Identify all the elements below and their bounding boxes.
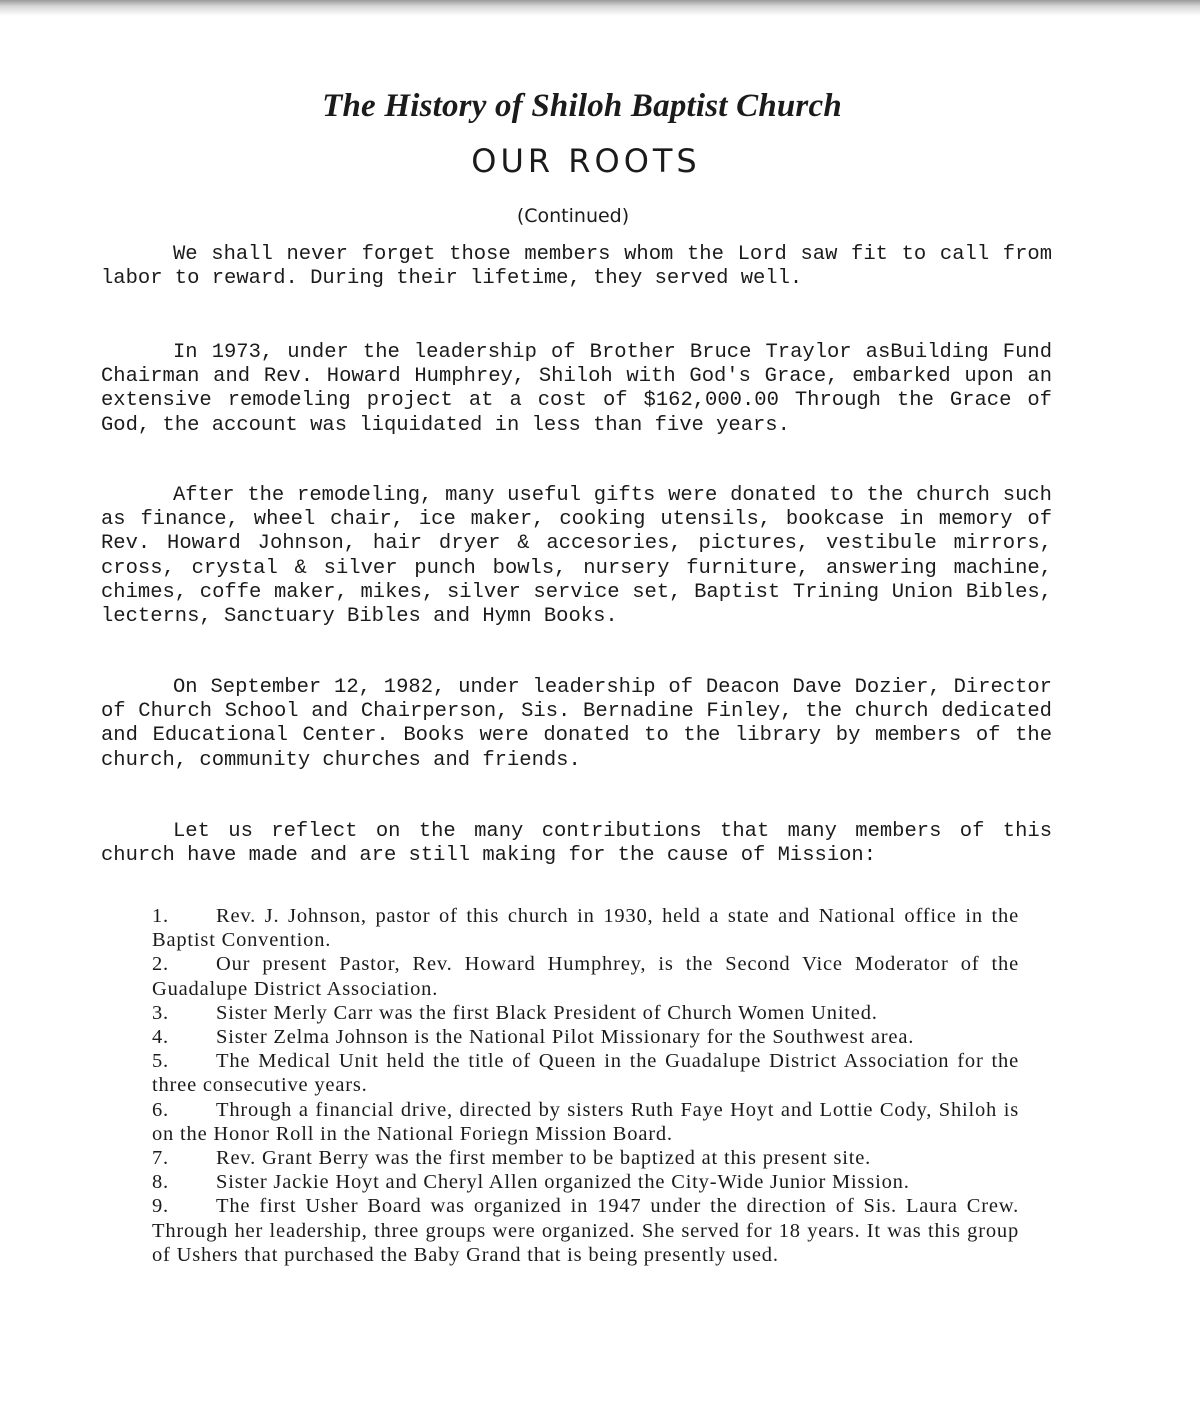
list-item [152,952,1019,1000]
list-item-number: 4. [152,1026,169,1049]
list-item-text: Rev. J. Johnson, pastor of this church in 1930, held a state and National office in the Baptist Convention. [152,905,1019,952]
list-item [152,1001,1019,1025]
list-item [152,1146,1019,1170]
list-item [152,1170,1019,1194]
list-item [152,1049,1019,1097]
list-item-number: 8. [152,1171,169,1194]
list-item [152,1025,1019,1049]
list-item-text: Through a financial drive, directed by sisters Ruth Faye Hoyt and Lottie Cody, Shiloh is on the Honor Roll in the National Foriegn Mission Board. [152,1098,1019,1145]
list-item-text: Sister Zelma Johnson is the National Pilot Missionary for the Southwest area. [216,1026,915,1049]
list-item-text: Rev. Grant Berry was the first member to be baptized at this present site. [216,1147,872,1170]
list-item-number: 2. [152,953,169,976]
list-item-number: 3. [152,1001,169,1024]
contributions-list [152,904,1019,1267]
paragraph-gifts: After the remodeling, many useful gifts were donated to the church such as finance, wheel chair, ice maker, cooking utensils, bookcase in memory of Rev. Howard Johnson, hair dryer & accesories, pictures, vestibule mirrors, cross, crystal & silver punch bowls, nursery furniture, answering machine, chimes, coffe maker, mikes, silver service set, Baptist Trining Union Bibles, lecterns, Sanctuary Bibles and Hymn Books. [101,484,1052,629]
list-item [152,1098,1019,1146]
list-item-number: 1. [152,905,169,927]
list-item [152,904,1019,952]
list-item-number: 7. [152,1147,169,1170]
list-item-text: The Medical Unit held the title of Queen in the Guadalupe District Association for the three consecutive years. [152,1050,1019,1097]
list-item-text: Our present Pastor, Rev. Howard Humphrey, is the Second Vice Moderator of the Guadalupe District Association. [152,953,1019,1000]
paragraph-contributions: Let us reflect on the many contributions that many members of this church have made and are still making for the cause of Mission: [101,820,1052,868]
continued-label: (Continued) [516,205,630,227]
document-subtitle: OUR ROOTS [471,142,701,180]
paragraph-educational-center: On September 12, 1982, under leadership of Deacon Dave Dozier, Director of Church School and Chairperson, Sis. Bernadine Finley, the church dedicated and Educational Center. Books were donated to the library by members of the church, community churches and friends. [101,676,1052,772]
list-item-number: 5. [152,1050,169,1073]
paragraph-remodeling: In 1973, under the leadership of Brother Bruce Traylor asBuilding Fund Chairman and Rev. Howard Humphrey, Shiloh with God's Grace, embarked upon an extensive remodeling project at a cost of $162,000.00 Through the Grace of God, the account was liquidated in less than five years. [101,341,1052,437]
list-item-number: 6. [152,1098,169,1121]
paragraph-remembrance: We shall never forget those members whom the Lord saw fit to call from labor to reward. During their lifetime, they served well. [101,243,1052,291]
document-title: The History of Shiloh Baptist Church [322,88,842,124]
list-item-number: 9. [152,1195,169,1218]
list-item-text: The first Usher Board was organized in 1947 under the direction of Sis. Laura Crew. Through her leadership, three groups were organized. She served for 18 years. It was this group of Ushers that purchased the Baby Grand that is being presently used. [152,1195,1019,1266]
list-item-text: Sister Merly Carr was the first Black President of Church Women United. [216,1001,878,1024]
list-item-text: Sister Jackie Hoyt and Cheryl Allen organized the City-Wide Junior Mission. [216,1171,910,1194]
list-item [152,1194,1019,1267]
